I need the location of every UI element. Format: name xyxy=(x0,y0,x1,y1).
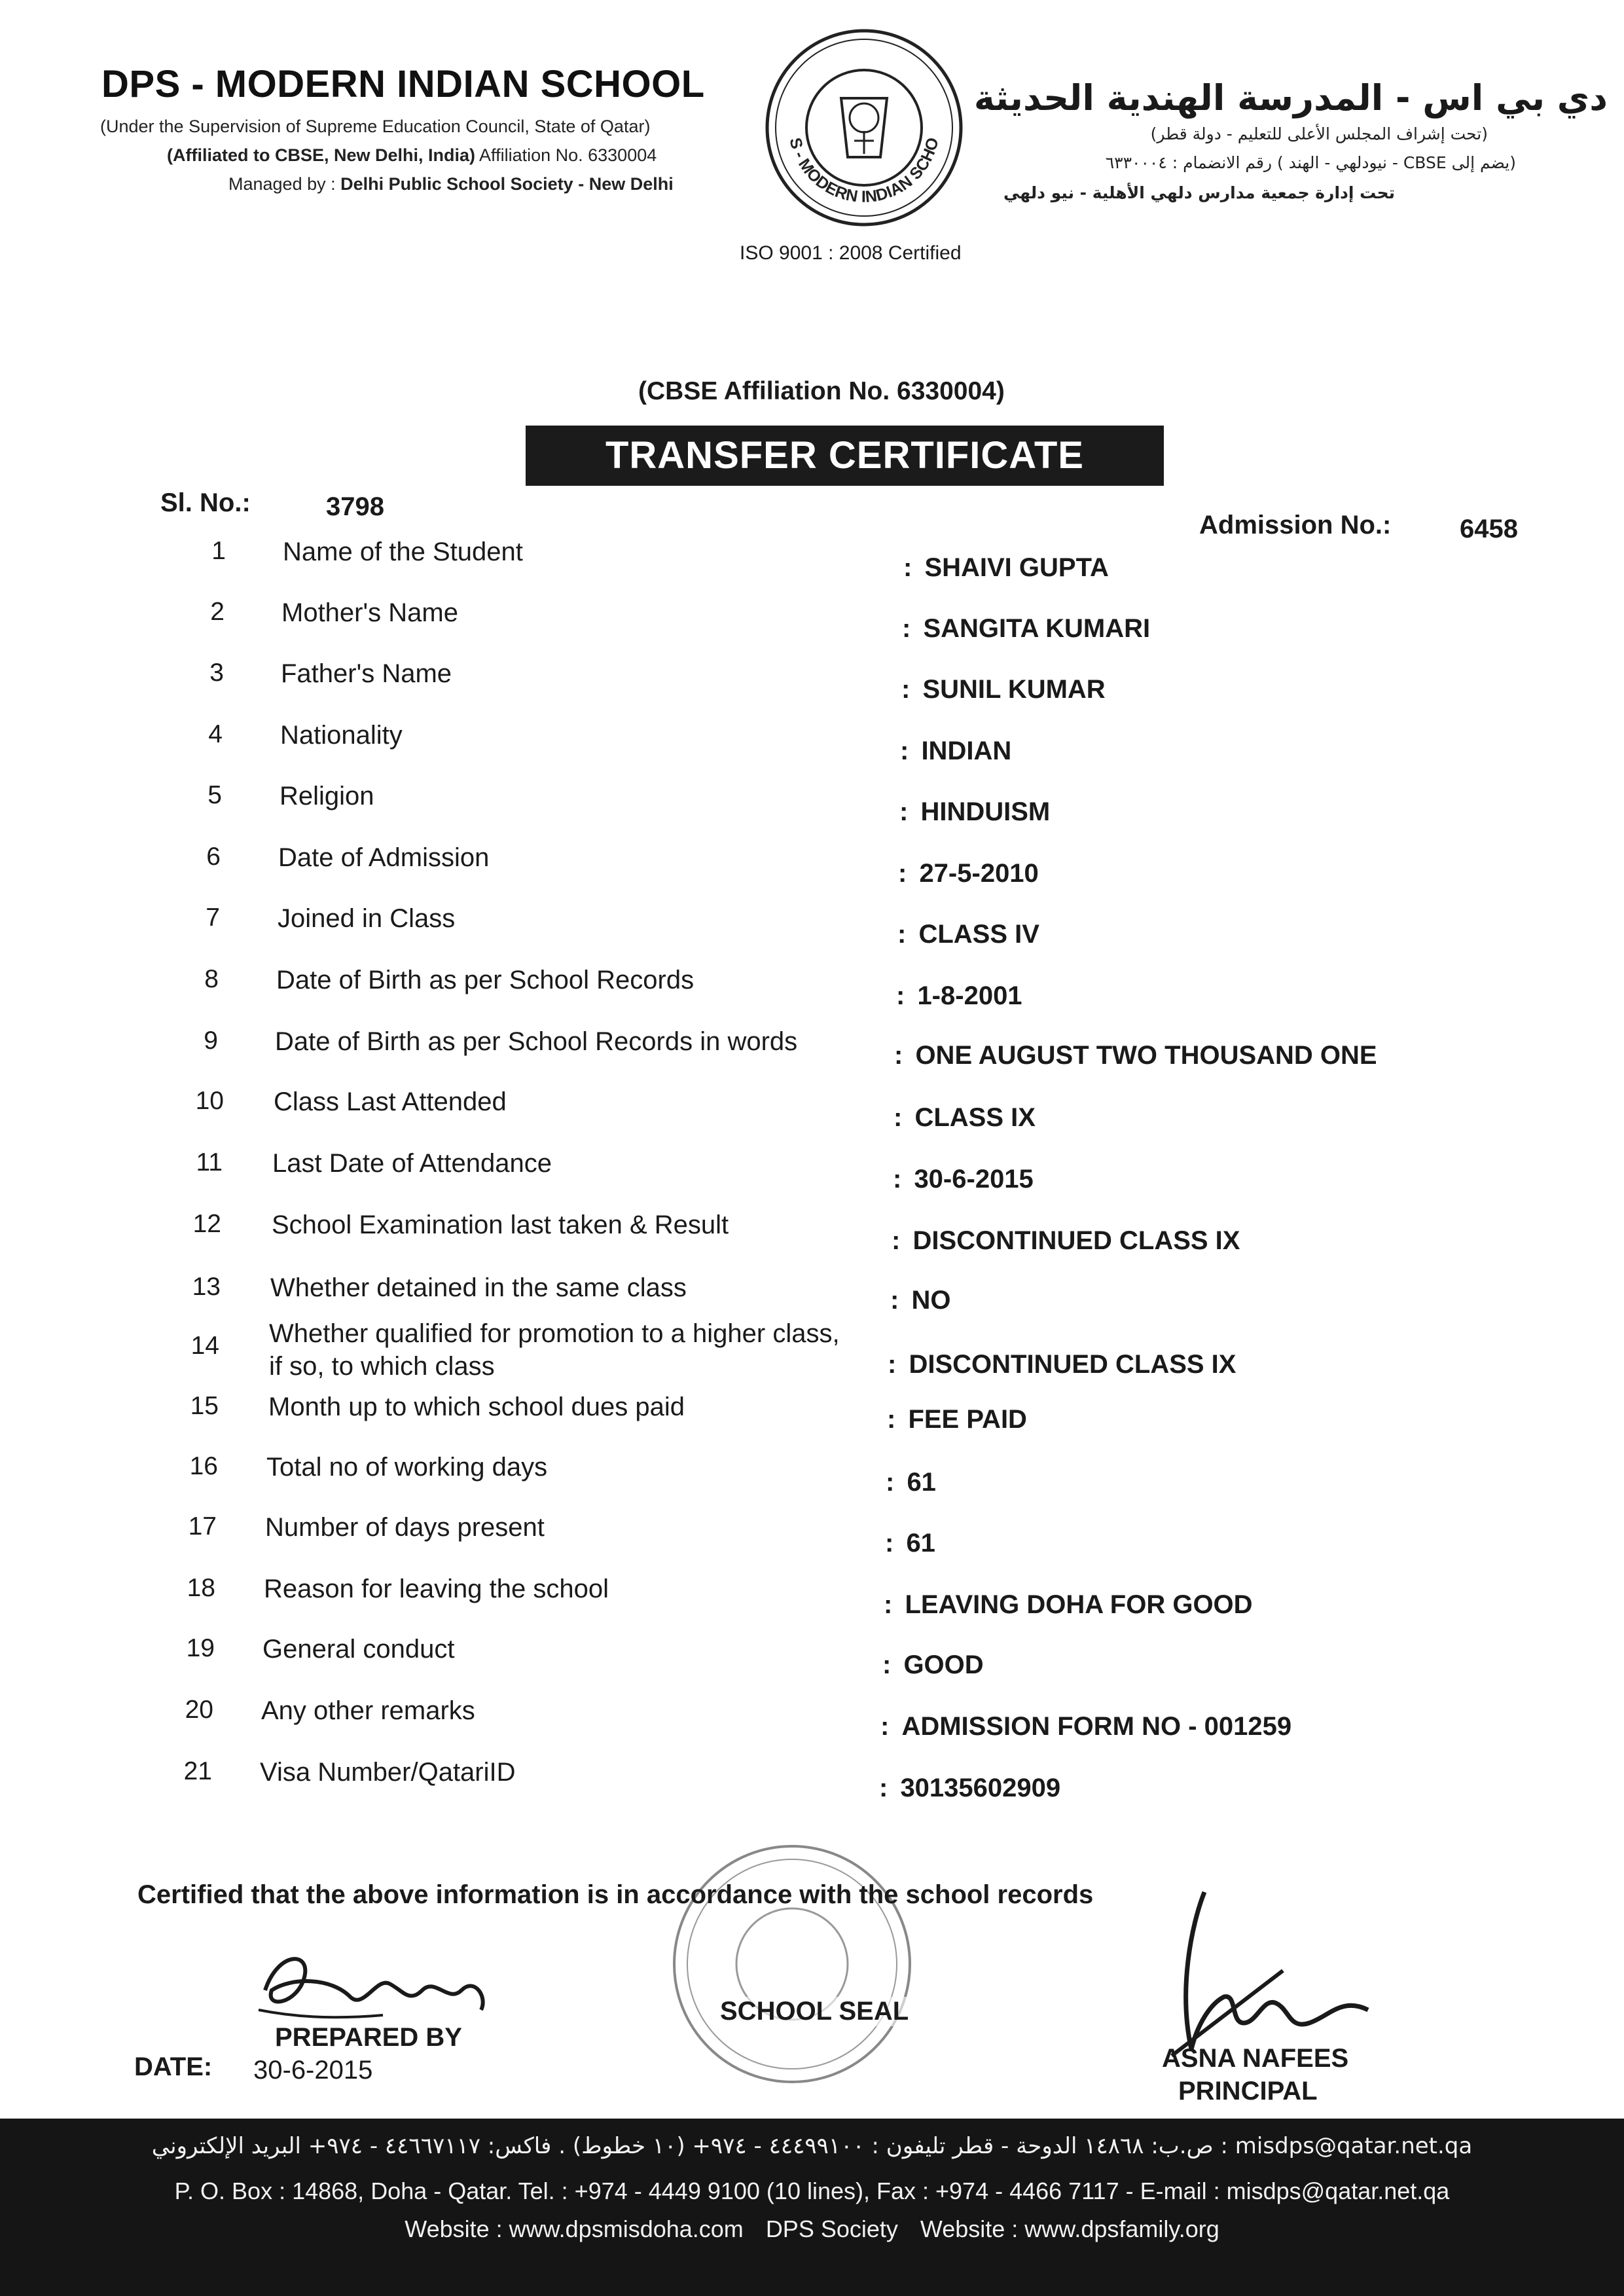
footer-websites xyxy=(0,2215,1624,2243)
row-number: 6 xyxy=(206,843,221,871)
record-row xyxy=(0,1574,1624,1626)
school-name: DPS - MODERN INDIAN SCHOOL xyxy=(101,63,705,105)
row-label: Whether qualified for promotion to a higher class, xyxy=(269,1319,840,1348)
principal-name: ASNA NAFEES xyxy=(1162,2044,1349,2073)
admission-number-label: Admission No.: xyxy=(1199,511,1392,539)
row-label: Month up to which school dues paid xyxy=(268,1393,685,1421)
row-value: : SANGITA KUMARI xyxy=(902,614,1150,644)
row-value: : 61 xyxy=(886,1468,936,1497)
row-value: : 27-5-2010 xyxy=(898,859,1039,888)
principal-title: PRINCIPAL xyxy=(1178,2077,1318,2105)
cbse-affiliation: (CBSE Affiliation No. 6330004) xyxy=(638,377,1005,405)
row-number: 4 xyxy=(208,720,223,748)
row-label: Visa Number/QatariID xyxy=(260,1758,516,1787)
row-number: 11 xyxy=(196,1148,223,1176)
row-number: 17 xyxy=(188,1512,217,1540)
managed-by-label: Managed by : xyxy=(228,174,336,194)
record-row xyxy=(0,659,1624,711)
row-label: Last Date of Attendance xyxy=(272,1149,552,1178)
school-logo xyxy=(763,26,965,229)
row-label: Class Last Attended xyxy=(274,1087,507,1116)
footer-family-website-link: Website : www.dpsfamily.org xyxy=(920,2215,1219,2242)
record-row xyxy=(0,1634,1624,1686)
certification-statement: Certified that the above information is in accordance with the school records xyxy=(137,1880,1094,1909)
record-row xyxy=(0,1757,1624,1810)
row-label: Nationality xyxy=(280,721,403,750)
row-number: 3 xyxy=(209,659,224,687)
row-label: Date of Admission xyxy=(278,843,490,872)
record-row xyxy=(0,1319,1624,1391)
row-number: 8 xyxy=(204,965,219,993)
row-value: : SUNIL KUMAR xyxy=(901,675,1106,704)
row-number: 10 xyxy=(195,1087,224,1115)
arabic-supervision: (تحت إشراف المجلس الأعلى للتعليم - دولة قطر) xyxy=(1150,124,1488,143)
school-seal xyxy=(668,1840,916,2088)
logo-text: S - MODERN INDIAN SCHO xyxy=(785,136,943,206)
row-value: : ONE AUGUST TWO THOUSAND ONE xyxy=(894,1041,1377,1070)
arabic-managed-by: تحت إدارة جمعية مدارس دلهي الأهلية - نيو دلهي xyxy=(1003,183,1395,202)
row-label: Whether detained in the same class xyxy=(270,1273,687,1302)
row-value: : INDIAN xyxy=(900,737,1011,766)
row-number: 12 xyxy=(192,1210,221,1238)
row-label: Date of Birth as per School Records in words xyxy=(275,1027,798,1056)
prepared-by-label: PREPARED BY xyxy=(275,2023,462,2052)
iso-certification: ISO 9001 : 2008 Certified xyxy=(740,242,962,264)
serial-number-label: Sl. No.: xyxy=(160,488,251,517)
row-label: Name of the Student xyxy=(283,538,523,566)
row-value: : DISCONTINUED CLASS IX xyxy=(888,1350,1236,1379)
record-row xyxy=(0,720,1624,773)
row-value: : DISCONTINUED CLASS IX xyxy=(892,1226,1240,1256)
arabic-school-name: دي بي اس - المدرسة الهندية الحديثة xyxy=(973,77,1608,118)
record-row xyxy=(0,1452,1624,1504)
affiliation-line xyxy=(167,145,657,166)
row-number: 19 xyxy=(186,1634,215,1662)
record-row xyxy=(0,1210,1624,1262)
serial-number-value: 3798 xyxy=(326,492,384,521)
row-value: : 30-6-2015 xyxy=(893,1165,1034,1194)
row-number: 9 xyxy=(204,1027,218,1055)
row-value: : CLASS IV xyxy=(897,920,1039,949)
row-label: Number of days present xyxy=(265,1513,545,1542)
row-label: Total no of working days xyxy=(266,1453,548,1482)
row-label: Any other remarks xyxy=(261,1696,475,1725)
record-row xyxy=(0,903,1624,956)
row-number: 13 xyxy=(192,1273,221,1301)
row-value: : 30135602909 xyxy=(879,1774,1060,1803)
row-number: 1 xyxy=(211,537,226,565)
row-value: : LEAVING DOHA FOR GOOD xyxy=(884,1590,1253,1620)
row-number: 21 xyxy=(183,1757,212,1785)
footer xyxy=(0,2119,1624,2296)
record-row xyxy=(0,1148,1624,1201)
row-label: General conduct xyxy=(262,1635,455,1664)
row-number: 16 xyxy=(189,1452,218,1480)
row-label: Mother's Name xyxy=(281,598,458,627)
row-label-continued: if so, to which class xyxy=(269,1352,495,1381)
row-number: 7 xyxy=(206,903,220,932)
record-row xyxy=(0,781,1624,833)
row-number: 18 xyxy=(187,1574,215,1602)
preparer-signature xyxy=(252,1938,540,2030)
footer-society: DPS Society xyxy=(765,2215,898,2242)
principal-signature xyxy=(1152,1872,1401,2069)
row-label: Reason for leaving the school xyxy=(264,1575,609,1603)
record-row xyxy=(0,965,1624,1017)
row-value: : FEE PAID xyxy=(887,1405,1027,1434)
arabic-affiliation: (يضم إلى CBSE - نيودلهي - الهند ) رقم الانضمام : ٦٣٣٠٠٠٤ xyxy=(1105,153,1516,172)
row-label: Joined in Class xyxy=(278,904,456,933)
record-row xyxy=(0,1027,1624,1079)
row-number: 15 xyxy=(190,1392,219,1420)
row-number: 20 xyxy=(185,1696,213,1724)
row-label: Date of Birth as per School Records xyxy=(276,966,695,994)
affiliation-number: Affiliation No. 6330004 xyxy=(479,145,657,165)
footer-address: P. O. Box : 14868, Doha - Qatar. Tel. : +974 - 4449 9100 (10 lines), Fax : +974 - 4466 7117 - E-mail : misdps@qatar.net.qa xyxy=(174,2178,1450,2204)
certificate-title: TRANSFER CERTIFICATE xyxy=(526,426,1164,486)
footer-website-link: Website : www.dpsmisdoha.com xyxy=(405,2215,744,2242)
record-row xyxy=(0,1512,1624,1565)
row-number: 5 xyxy=(208,781,222,809)
record-row xyxy=(0,1273,1624,1325)
row-number: 2 xyxy=(210,598,225,626)
supervision-line: (Under the Supervision of Supreme Education Council, State of Qatar) xyxy=(100,117,651,136)
svg-text:DPS - MODERN INDIAN SCHOOL xyxy=(763,26,943,206)
school-seal-label: SCHOOL SEAL xyxy=(720,1997,909,2026)
row-label: Father's Name xyxy=(281,659,452,688)
admission-number-value: 6458 xyxy=(1460,515,1518,543)
record-row xyxy=(0,598,1624,650)
record-row xyxy=(0,537,1624,589)
footer-arabic-contact: ص.ب: ١٤٨٦٨ الدوحة - قطر تليفون : ٤٤٤٩٩١٠٠ - ٩٧٤+ (١٠ خطوط) . فاكس: ٤٤٦٦٧١١٧ - ٩٧٤+ البريد الإلكتروني : misdps@qatar.net.qa xyxy=(151,2133,1473,2159)
managed-by-line xyxy=(228,174,674,194)
row-number: 14 xyxy=(190,1332,219,1360)
record-row xyxy=(0,843,1624,895)
row-value: : 1-8-2001 xyxy=(896,981,1022,1011)
record-row xyxy=(0,1087,1624,1139)
row-value: : GOOD xyxy=(882,1650,984,1680)
row-label: School Examination last taken & Result xyxy=(272,1211,729,1239)
row-label: Religion xyxy=(280,782,374,811)
row-value: : ADMISSION FORM NO - 001259 xyxy=(880,1712,1291,1741)
row-value: : CLASS IX xyxy=(893,1103,1036,1133)
date-value: 30-6-2015 xyxy=(253,2056,373,2085)
row-value: : NO xyxy=(890,1286,950,1315)
managed-by-value: Delhi Public School Society - New Delhi xyxy=(340,174,674,194)
affiliated-text: (Affiliated to CBSE, New Delhi, India) xyxy=(167,145,476,165)
row-value: : SHAIVI GUPTA xyxy=(903,553,1109,583)
row-value: : 61 xyxy=(885,1529,935,1558)
record-row xyxy=(0,1392,1624,1444)
record-row xyxy=(0,1696,1624,1748)
date-label: DATE: xyxy=(134,2052,213,2081)
row-value: : HINDUISM xyxy=(899,797,1050,827)
